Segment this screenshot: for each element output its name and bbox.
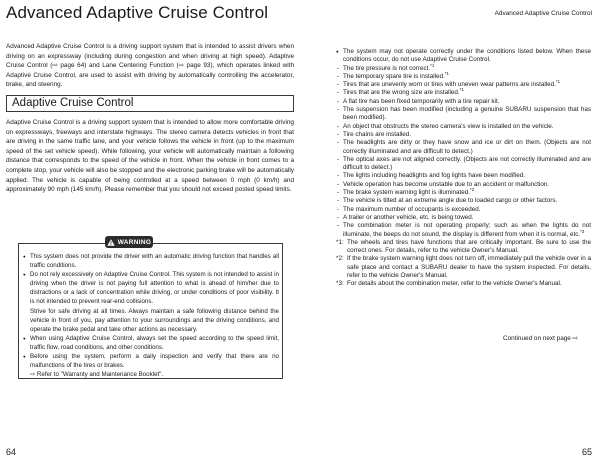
page-number-left: 64 — [6, 447, 17, 457]
condition-item: - Tire chains are installed. — [336, 131, 591, 139]
warning-item: ● Before using the system, perform a daily inspection and verify that there are no malfunctions of the tires or brakes. ⇨ Refer to "Warranty and Maintenance Booklet". — [23, 352, 279, 379]
warning-item: ● This system does not provide the driver with an automatic driving function that handles all traffic conditions. — [23, 252, 279, 270]
page-title: Advanced Adaptive Cruise Control — [6, 3, 269, 22]
condition-item: - Vehicle operation has become unstable due to an accident or malfunction. — [336, 181, 591, 189]
section-title: Adaptive Cruise Control — [12, 97, 134, 109]
footnote: *2: If the brake system warning light does not turn off, immediately pull the vehicle over in a safe place and contact a SUBARU dealer to have the system inspected. For details, refer to the vehicle Owner's Manual. — [336, 255, 591, 280]
footnote: *3: For details about the combination meter, refer to the vehicle Owner's Manual. — [336, 280, 562, 288]
warning-box — [18, 238, 283, 379]
right-page — [300, 0, 600, 471]
condition-item: - An object that obstructs the stereo camera's view is installed on the vehicle. — [336, 123, 591, 131]
footnotes-list — [336, 239, 591, 289]
condition-item: - The lights including headlights and fog lights have been modified. — [336, 172, 591, 180]
warning-item: ● When using Adaptive Cruise Control, always set the speed according to the speed limit, traffic flow, road conditions, and other conditions. — [23, 334, 279, 352]
condition-item: - The tire pressure is not correct.$^{*1}$ — [336, 65, 591, 73]
condition-item: - The suspension has been modified (including a genuine SUBARU suspension that has been modified). — [336, 106, 591, 123]
warning-triangle-icon — [107, 239, 115, 246]
conditions-lead: ● The system may not operate correctly under the conditions listed below. When these conditions occur, do not use Adaptive Cruise Control. — [336, 48, 591, 65]
body-paragraph: Adaptive Cruise Control is a driving support system that is intended to allow more comfortable driving on expressways, freeways and interstate highways. The stereo camera detects vehicles in front that are driving in the same traffic lane, and your vehicle follows the vehicle in front (up to the maximum speed of the set vehicle speed). While following, your vehicle will automatically maintain a following distance that corresponds to the speed of the vehicle in front. When the vehicle in front comes to a complete stop, your vehicle will also be stopped and the electronic parking brake will be automatically applied. The vehicle is capable of being controlled at a speed between 0 mph (0 km/h) and approximately 90 mph (145 km/h). Please remember that you should not exceed posted speed limits. — [6, 119, 294, 194]
intro-paragraph: Advanced Adaptive Cruise Control is a driving support system that is intended to assist drivers when driving on an expressway (including during congestion and when driving at high speed). Adaptive Cruise Control (⇨ page 64) and Lane Centering Function (⇨ page 93), which operates linked with Adaptive Cruise Control, are used to assist with driving by automatically controlling the accelerator, brake, and steering. — [6, 43, 294, 89]
condition-item: - The brake system warning light is illuminated.$^{*2}$ — [336, 189, 591, 197]
warning-list — [23, 252, 279, 379]
footnote: *1: The wheels and tires have functions that are critically important. Be sure to use the correct ones. For details, refer to the vehicle Owner's Manual. — [336, 238, 591, 255]
condition-item: - The headlights are dirty or they have snow and ice or dirt on them. (Objects are not correctly illuminated and are difficult to detect.) — [336, 139, 591, 156]
section-heading-box — [6, 95, 294, 112]
conditions-block — [336, 48, 591, 289]
condition-item: - The maximum number of occupants is exceeded. — [336, 206, 591, 214]
condition-item: - The optical axes are not aligned correctly. (Objects are not correctly illuminated and are difficult to detect.) — [336, 156, 591, 173]
condition-item: - The vehicle is tilted at an extreme angle due to loaded cargo or other factors. — [336, 197, 591, 205]
condition-item: - Tires that are the wrong size are installed.$^{*1}$ — [336, 89, 591, 97]
condition-item: - The temporary spare tire is installed.$^{*1}$ — [336, 73, 591, 81]
continued-next-page: Continued on next page ⇨ — [503, 335, 578, 342]
condition-item: - A flat tire has been fixed temporarily with a tire repair kit. — [336, 98, 591, 106]
warning-label: WARNING — [117, 238, 152, 246]
running-head: Advanced Adaptive Cruise Control — [494, 10, 592, 17]
warning-item: ● Do not rely excessively on Adaptive Cruise Control. This system is not intended to assist in driving when the driver is not paying full attention to what is ahead of him/her due to distractions or a lack of concentration while driving, or under conditions of poor visibility. It is not intended to prevent rear-end collisions. Strive for safe driving at all times. Always maintain a safe following distance behind the vehicle in front of you, pay attention to your surroundings and the driving conditions, and operate the brake pedal and take other actions as necessary. — [23, 270, 279, 334]
condition-item: - A trailer or another vehicle, etc. is being towed. — [336, 214, 591, 222]
condition-item: - Tires that are unevenly worn or tires with uneven wear patterns are installed.$^{*1}$ — [336, 81, 591, 89]
conditions-list — [336, 62, 591, 239]
page-number-right: 65 — [581, 447, 592, 457]
condition-item: - The combination meter is not operating properly; such as when the lights do not illuminate, the beeps do not sound, the display is different from when it is normal, etc.$^{*3}$ — [336, 222, 591, 239]
warning-header — [105, 236, 153, 248]
